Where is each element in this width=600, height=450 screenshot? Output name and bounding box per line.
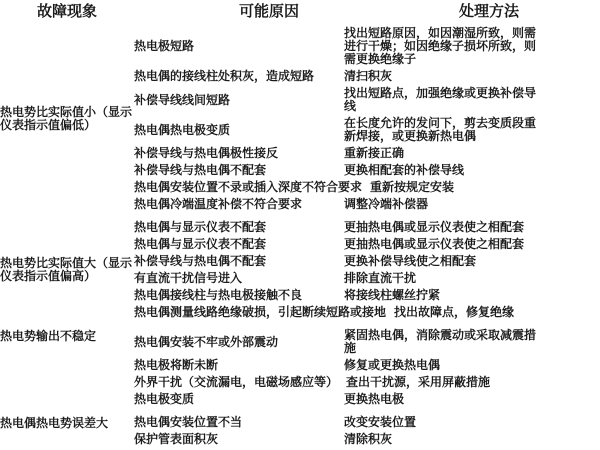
treatment-cell: 更换相配套的补偿导线 <box>344 163 465 177</box>
table-row <box>134 433 600 446</box>
cause-cell: 热电偶测量线路绝缘破损，引起断续短路或接地 <box>134 305 387 319</box>
treatment-cell: 重新接正确 <box>344 146 405 160</box>
fault-group <box>0 416 600 446</box>
cause-cell: 热电偶与显示仪表不配套 <box>134 220 267 234</box>
cause-cell: 有直流干扰信号进入 <box>134 271 243 285</box>
cause-cell: 补偿导线与热电偶不配套 <box>134 254 267 268</box>
table-body <box>0 27 600 446</box>
treatment-cell: 更换热电极 <box>344 392 405 406</box>
fault-phenomenon-cell: 热电偶热电势误差大 <box>0 416 109 430</box>
treatment-cell: 将接线柱螺丝拧紧 <box>344 288 441 302</box>
table-row <box>134 238 600 251</box>
cause-cell: 热电偶热电极变质 <box>134 122 231 137</box>
column-header-cause: 可能原因 <box>238 2 299 20</box>
fault-phenomenon-cell: 热电势比实际值小（显示仪表指示值偏低） <box>0 105 133 132</box>
fault-group <box>0 27 600 211</box>
table-row <box>134 147 600 160</box>
treatment-cell: 调整冷端补偿器 <box>344 197 429 211</box>
cause-cell: 补偿导线线间短路 <box>134 92 231 107</box>
treatment-cell: 更换补偿导线使之相配套 <box>344 254 477 268</box>
table-row <box>134 272 600 285</box>
cause-cell: 补偿导线与热电偶极性接反 <box>134 146 279 160</box>
cause-cell: 热电极变质 <box>134 392 195 406</box>
treatment-cell: 改变安装位置 <box>344 415 417 429</box>
table-row <box>134 70 600 83</box>
cause-cell: 热电极将断未断 <box>134 358 219 372</box>
table-row <box>134 221 600 234</box>
treatment-cell: 排除直流干扰 <box>344 271 417 285</box>
table-row <box>134 416 600 429</box>
table-row <box>134 393 600 406</box>
treatment-cell: 找出短路点，加强绝缘或更换补偿导线 <box>344 86 537 113</box>
table-row <box>134 289 600 302</box>
treatment-cell: 找出故障点，修复绝缘 <box>394 305 515 319</box>
fault-group <box>0 221 600 319</box>
treatment-cell: 紧固热电偶，消除震动或采取减震措施 <box>344 328 537 355</box>
cause-cell: 热电偶安装位置不当 <box>134 415 243 429</box>
fault-phenomenon-cell: 热电势比实际值大（显示仪表指示值偏高） <box>0 256 133 283</box>
cause-cell: 热电偶与显示仪表不配套 <box>134 237 267 251</box>
cause-cell: 热电偶安装位置不录或插入深度不符合要求 <box>134 180 363 194</box>
treatment-cell: 在长度允许的发问下，剪去变质段重新焊接，或更换新热电偶 <box>344 116 537 143</box>
table-row <box>134 376 600 389</box>
table-row <box>134 329 600 355</box>
cause-cell: 补偿导线与热电偶不配套 <box>134 163 267 177</box>
table-row <box>134 164 600 177</box>
treatment-cell: 更抽热电偶或显示仪表使之相配套 <box>344 220 525 234</box>
treatment-cell: 更抽热电偶或显示仪表使之相配套 <box>344 237 525 251</box>
table-row <box>134 87 600 113</box>
table-row <box>134 255 600 268</box>
cause-cell: 外界干扰（交流漏电，电磁场感应等） <box>134 375 339 389</box>
cause-cell: 热电偶安装不牢或外部震动 <box>134 334 279 349</box>
fault-group <box>0 329 600 406</box>
cause-cell: 热电偶的接线柱处积灰，造成短路 <box>134 69 315 83</box>
table-header-row <box>0 3 600 20</box>
treatment-cell: 修复或更换热电偶 <box>344 358 441 372</box>
treatment-cell: 重新按规定安装 <box>370 180 455 194</box>
group-rows <box>134 27 600 211</box>
column-header-fault: 故障现象 <box>36 2 97 20</box>
table-row <box>134 306 600 319</box>
treatment-cell: 查出干扰源，采用屏蔽措施 <box>346 375 491 389</box>
cause-cell: 热电偶冷端温度补偿不符合要求 <box>134 197 303 211</box>
table-row <box>134 117 600 143</box>
cause-cell: 热电偶接线柱与热电极接触不良 <box>134 288 303 302</box>
fault-phenomenon-cell: 热电势输出不稳定 <box>0 329 97 343</box>
table-row <box>134 181 600 194</box>
table-row <box>134 359 600 372</box>
cause-cell: 热电极短路 <box>134 39 195 53</box>
group-rows <box>134 416 600 446</box>
table-row <box>134 198 600 211</box>
treatment-cell: 清扫积灰 <box>344 69 393 83</box>
treatment-cell: 清除积灰 <box>344 432 393 446</box>
table-row <box>134 27 600 66</box>
group-rows <box>134 329 600 406</box>
column-header-treatment: 处理方法 <box>458 2 519 20</box>
group-rows <box>134 221 600 319</box>
cause-cell: 保护管表面积灰 <box>134 432 219 446</box>
treatment-cell: 找出短路原因，如因潮湿所致，则需进行干燥；如因绝缘子损坏所致，则需更换绝缘子 <box>344 26 537 66</box>
